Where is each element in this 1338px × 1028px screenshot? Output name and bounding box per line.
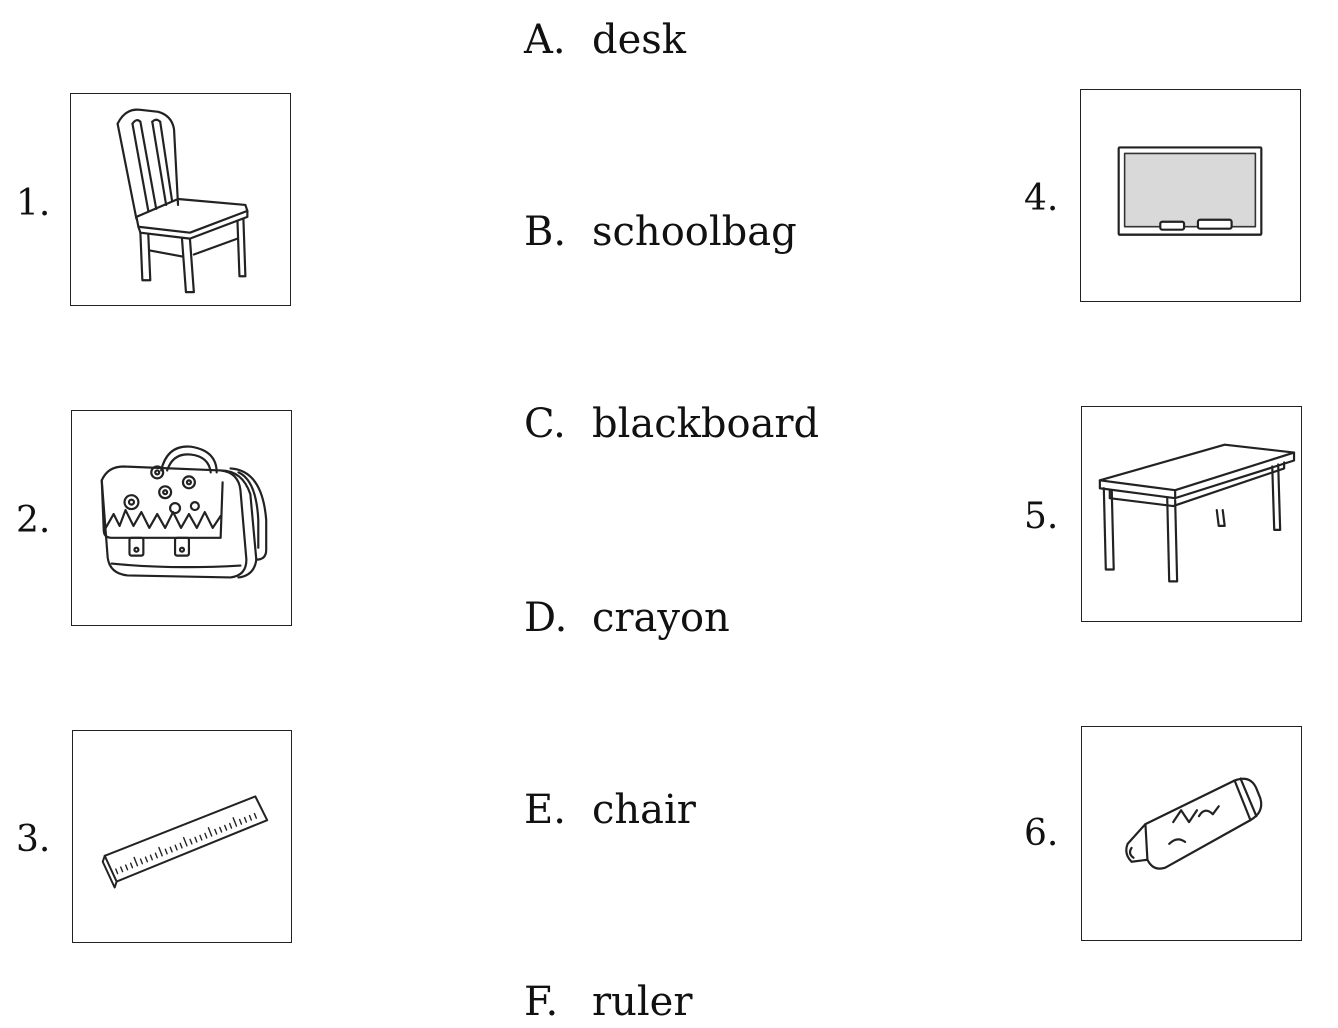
ruler-tick [225, 825, 227, 830]
item-number-4: 4. [1024, 178, 1059, 219]
ruler-tick [155, 853, 157, 858]
item-number-3: 3. [16, 819, 51, 860]
ruler-tick [121, 867, 123, 872]
ruler-tick [145, 857, 147, 862]
crayon-icon [1082, 727, 1301, 940]
ruler-tick [180, 843, 182, 848]
ruler-tick [165, 849, 167, 854]
picture-box-1 [70, 93, 291, 306]
ruler-tick [215, 829, 217, 834]
ruler-tick [184, 838, 187, 846]
option-word: chair [592, 787, 696, 833]
picture-box-6 [1081, 726, 1302, 941]
option-word: ruler [592, 979, 693, 1025]
item-number-6: 6. [1024, 813, 1059, 854]
item-number-5: 5. [1024, 496, 1059, 537]
ruler-tick [126, 865, 128, 870]
ruler-tick [134, 857, 137, 865]
ruler-tick [150, 855, 152, 860]
ruler-tick [195, 837, 197, 842]
ruler-tick [170, 847, 172, 852]
option-letter: C. [524, 401, 566, 447]
item-number-2: 2. [16, 500, 51, 541]
option-b [524, 209, 797, 255]
schoolbag-icon [72, 411, 291, 625]
option-e [524, 787, 696, 833]
option-letter: D. [524, 595, 568, 641]
ruler-tick [230, 823, 232, 828]
picture-box-3 [72, 730, 292, 943]
blackboard-icon [1081, 90, 1300, 301]
ruler-tick [208, 828, 211, 836]
option-c [524, 401, 820, 447]
ruler-tick [220, 827, 222, 832]
option-d [524, 595, 730, 641]
picture-box-4 [1080, 89, 1301, 302]
ruler-icon [73, 731, 291, 942]
ruler-tick [240, 820, 242, 825]
item-number-1: 1. [16, 183, 51, 224]
chair-icon [71, 94, 290, 305]
ruler-tick [116, 869, 118, 874]
picture-box-2 [71, 410, 292, 626]
ruler-tick [245, 818, 247, 823]
option-word: crayon [592, 595, 730, 641]
ruler-tick [205, 833, 207, 838]
ruler-tick [250, 816, 252, 821]
ruler-tick [233, 818, 236, 826]
ruler-tick [175, 845, 177, 850]
option-f [524, 979, 693, 1025]
option-letter: F. [524, 979, 559, 1025]
option-letter: A. [524, 17, 566, 63]
ruler-tick [190, 839, 192, 844]
desk-icon [1082, 407, 1301, 621]
option-a [524, 17, 687, 63]
option-word: desk [592, 17, 687, 63]
option-word: blackboard [592, 401, 820, 447]
picture-box-5 [1081, 406, 1302, 622]
ruler-tick [131, 863, 133, 868]
ruler-tick [141, 859, 143, 864]
ruler-tick [254, 814, 256, 819]
option-word: schoolbag [592, 209, 797, 255]
ruler-tick [200, 835, 202, 840]
option-letter: E. [524, 787, 566, 833]
option-letter: B. [524, 209, 567, 255]
ruler-tick [159, 848, 162, 856]
